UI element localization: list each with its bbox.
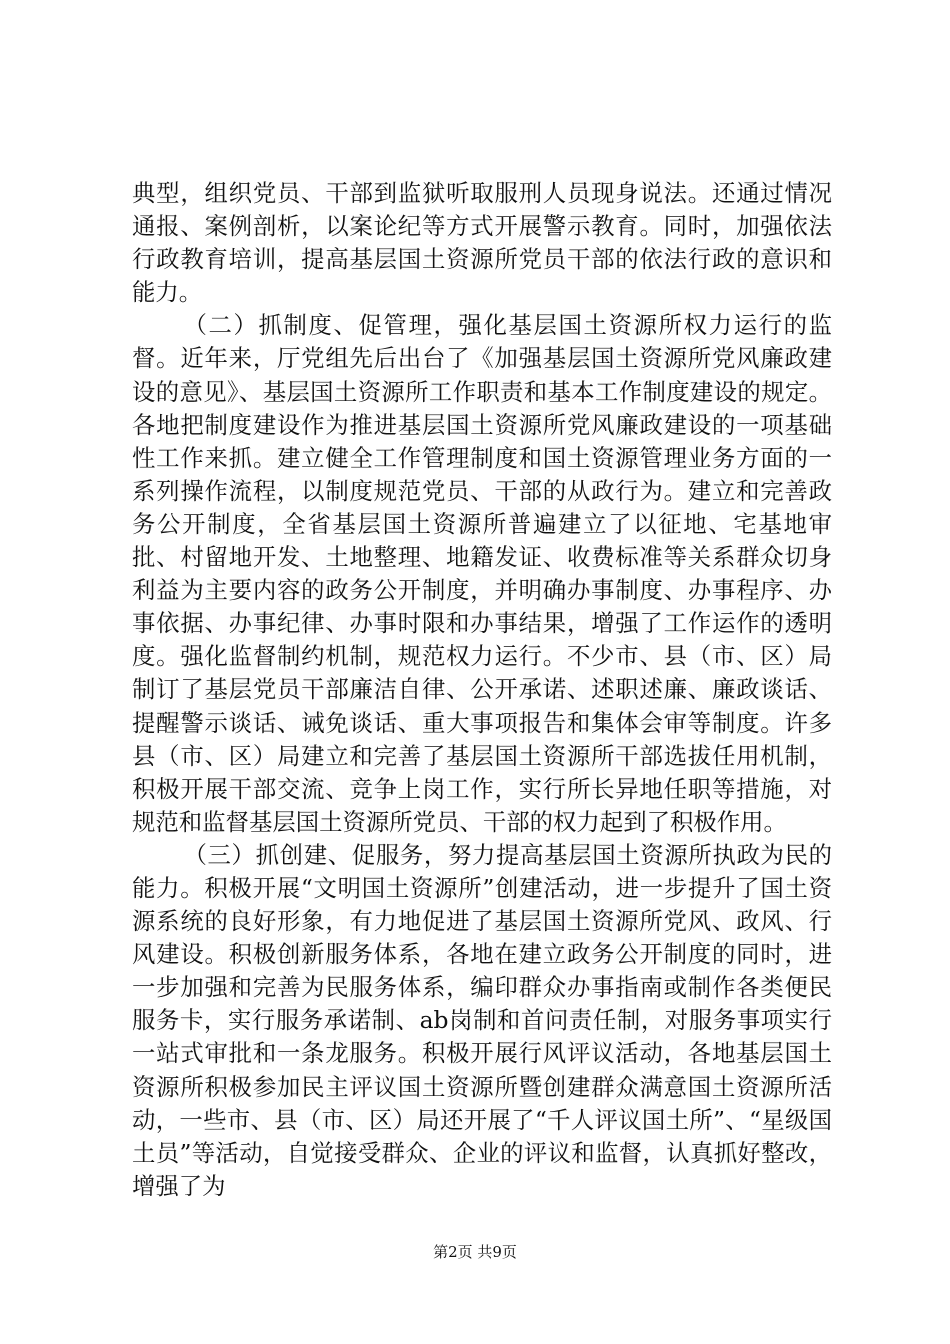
- paragraph-section-two: （二）抓制度、促管理，强化基层国土资源所权力运行的监督。近年来，厅党组先后出台了《加强基层国土资源所党风廉政建设的意见》、基层国土资源所工作职责和基本工作制度建设的规定。各地把制度建设作为推进基层国土资源所党风廉政建设的一项基础性工作来抓。建立健全工作管理制度和国土资源管理业务方面的一系列操作流程，以制度规范党员、干部的从政行为。建立和完善政务公开制度，全省基层国土资源所普遍建立了以征地、宅基地审批、村留地开发、土地整理、地籍发证、收费标准等关系群众切身利益为主要内容的政务公开制度，并明确办事制度、办事程序、办事依据、办事纪律、办事时限和办事结果，增强了工作运作的透明度。强化监督制约机制，规范权力运行。不少市、县（市、区）局制订了基层党员干部廉洁自律、公开承诺、述职述廉、廉政谈话、提醒警示谈话、诫免谈话、重大事项报告和集体会审等制度。许多县（市、区）局建立和完善了基层国土资源所干部选拔任用机制，积极开展干部交流、竞争上岗工作，实行所长异地任职等措施，对规范和监督基层国土资源所党员、干部的权力起到了积极作用。: [132, 311, 832, 836]
- paragraph-continuation: 典型，组织党员、干部到监狱听取服刑人员现身说法。还通过情况通报、案例剖析，以案论纪等方式开展警示教育。同时，加强依法行政教育培训，提高基层国土资源所党员干部的依法行政的意识和能力。: [132, 179, 832, 307]
- page-number-footer: 第2页 共9页: [433, 1243, 517, 1261]
- paragraph-section-three: （三）抓创建、促服务，努力提高基层国土资源所执政为民的能力。积极开展“文明国土资源所”创建活动，进一步提升了国土资源系统的良好形象，有力地促进了基层国土资源所党风、政风、行风建设。积极创新服务体系，各地在建立政务公开制度的同时，进一步加强和完善为民服务体系，编印群众办事指南或制作各类便民服务卡，实行服务承诺制、ab岗制和首问责任制，对服务事项实行一站式审批和一条龙服务。积极开展行风评议活动，各地基层国土资源所积极参加民主评议国土资源所暨创建群众满意国土资源所活动，一些市、县（市、区）局还开展了“千人评议国土所”、“星级国土员”等活动，自觉接受群众、企业的评议和监督，认真抓好整改，增强了为: [132, 840, 832, 1200]
- document-body: [132, 177, 832, 1203]
